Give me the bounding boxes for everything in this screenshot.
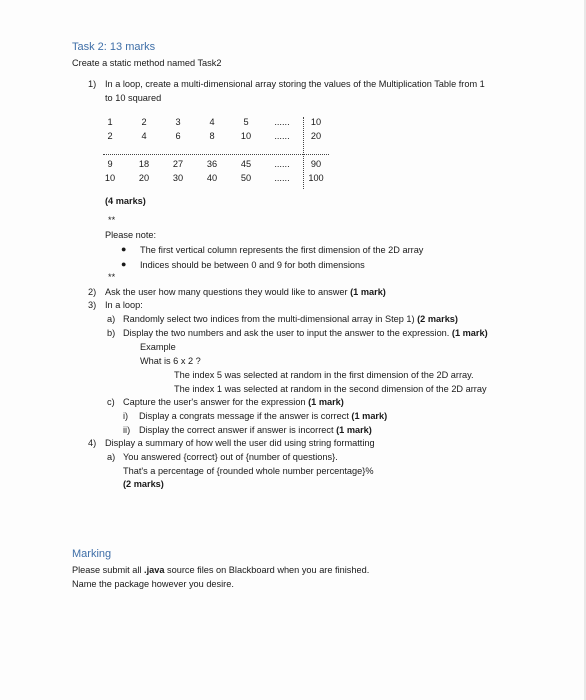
table-cell: 10 [240,131,252,141]
table-cell: 4 [209,117,215,127]
step3-text: In a loop: [105,300,143,310]
table-row [103,173,333,185]
example-line2: The index 1 was selected at random in the second dimension of the 2D array [174,384,487,394]
step3a-text: Randomly select two indices from the multi-dimensional array in Step 1) (2 marks) [123,314,458,324]
table-cell: ...... [274,117,290,127]
step4a-label: a) [107,452,116,462]
table-cell: ...... [274,159,290,169]
table-cell: 40 [206,173,218,183]
table-cell: 100 [308,173,324,183]
table-cell: 2 [141,117,147,127]
step3b-text: Display the two numbers and ask the user to input the answer to the expression. (1 mark) [123,328,488,338]
table-row [103,131,333,143]
bullet-icon: ● [121,259,127,269]
table-cell: 20 [138,173,150,183]
table-cell: ...... [274,173,290,183]
step4a-text: You answered {correct} out of {number of questions}. [123,452,338,462]
table-cell: 10 [104,173,116,183]
task-intro: Create a static method named Task2 [72,58,222,68]
table-cell: 27 [172,159,184,169]
step3a-label: a) [107,314,116,324]
step2-text: Ask the user how many questions they would like to answer (1 mark) [105,287,386,297]
step3c-label: c) [107,397,115,407]
step3b-label: b) [107,328,116,338]
table-row-separator [103,154,329,155]
table-cell: 20 [310,131,322,141]
step1-line2: to 10 squared [105,93,162,103]
table-cell: 30 [172,173,184,183]
step3a-marks: (2 marks) [417,314,458,324]
marking-line1: Please submit all .java source files on Blackboard when you are finished. [72,565,370,575]
table-cell: 4 [141,131,147,141]
multiplication-table [103,117,333,189]
stars-top: ** [108,215,116,225]
step3cii-text: Display the correct answer if answer is incorrect (1 mark) [139,425,372,435]
step2-number: 2) [88,287,97,297]
step3cii-marks: (1 mark) [336,425,372,435]
step1-number: 1) [88,79,97,89]
table-cell: 10 [310,117,322,127]
table-row [103,159,333,171]
step3ci-marks: (1 mark) [351,411,388,421]
example-line1: The index 5 was selected at random in the first dimension of the 2D array. [174,370,474,380]
example-label: Example [140,342,176,352]
table-cell: 90 [310,159,322,169]
task-title: Task 2: 13 marks [72,41,156,53]
step3-number: 3) [88,300,97,310]
step2-marks: (1 mark) [350,287,386,297]
step4-number: 4) [88,438,97,448]
table-cell: 36 [206,159,218,169]
table-cell: 5 [243,117,249,127]
step3ci-label: i) [123,411,129,421]
table-cell: 45 [240,159,252,169]
table-row [103,117,333,129]
step4-line2: That's a percentage of {rounded whole number percentage}% [123,466,374,476]
step3c-text: Capture the user's answer for the expression (1 mark) [123,397,344,407]
step3cii-label: ii) [123,425,131,435]
step1-marks: (4 marks) [105,196,146,206]
table-cell: 3 [175,117,181,127]
note-heading: Please note: [105,230,157,240]
table-cell: 2 [107,131,113,141]
example-question: What is 6 x 2 ? [140,356,201,366]
step4-marks: (2 marks) [123,479,164,489]
table-cell: 8 [209,131,215,141]
table-cell: 1 [107,117,113,127]
step4-text: Display a summary of how well the user did using string formatting [105,438,375,448]
java-extension: .java [144,565,165,575]
bullet-icon: ● [121,244,127,254]
table-cell: 6 [175,131,181,141]
table-cell: 50 [240,173,252,183]
step3ci-text: Display a congrats message if the answer is correct (1 mark) [139,411,388,421]
marking-line2: Name the package however you desire. [72,579,234,589]
step3b-marks: (1 mark) [451,328,488,338]
table-cell: 9 [107,159,113,169]
marking-title: Marking [72,548,112,560]
note-item: Indices should be between 0 and 9 for both dimensions [140,260,365,270]
table-cell: 18 [138,159,150,169]
note-item: The first vertical column represents the first dimension of the 2D array [140,245,424,255]
table-cell: ...... [274,131,290,141]
stars-bottom: ** [108,272,116,282]
step1-line1: In a loop, create a multi-dimensional array storing the values of the Multiplication Table from 1 [105,79,485,89]
step3c-marks: (1 mark) [308,397,344,407]
